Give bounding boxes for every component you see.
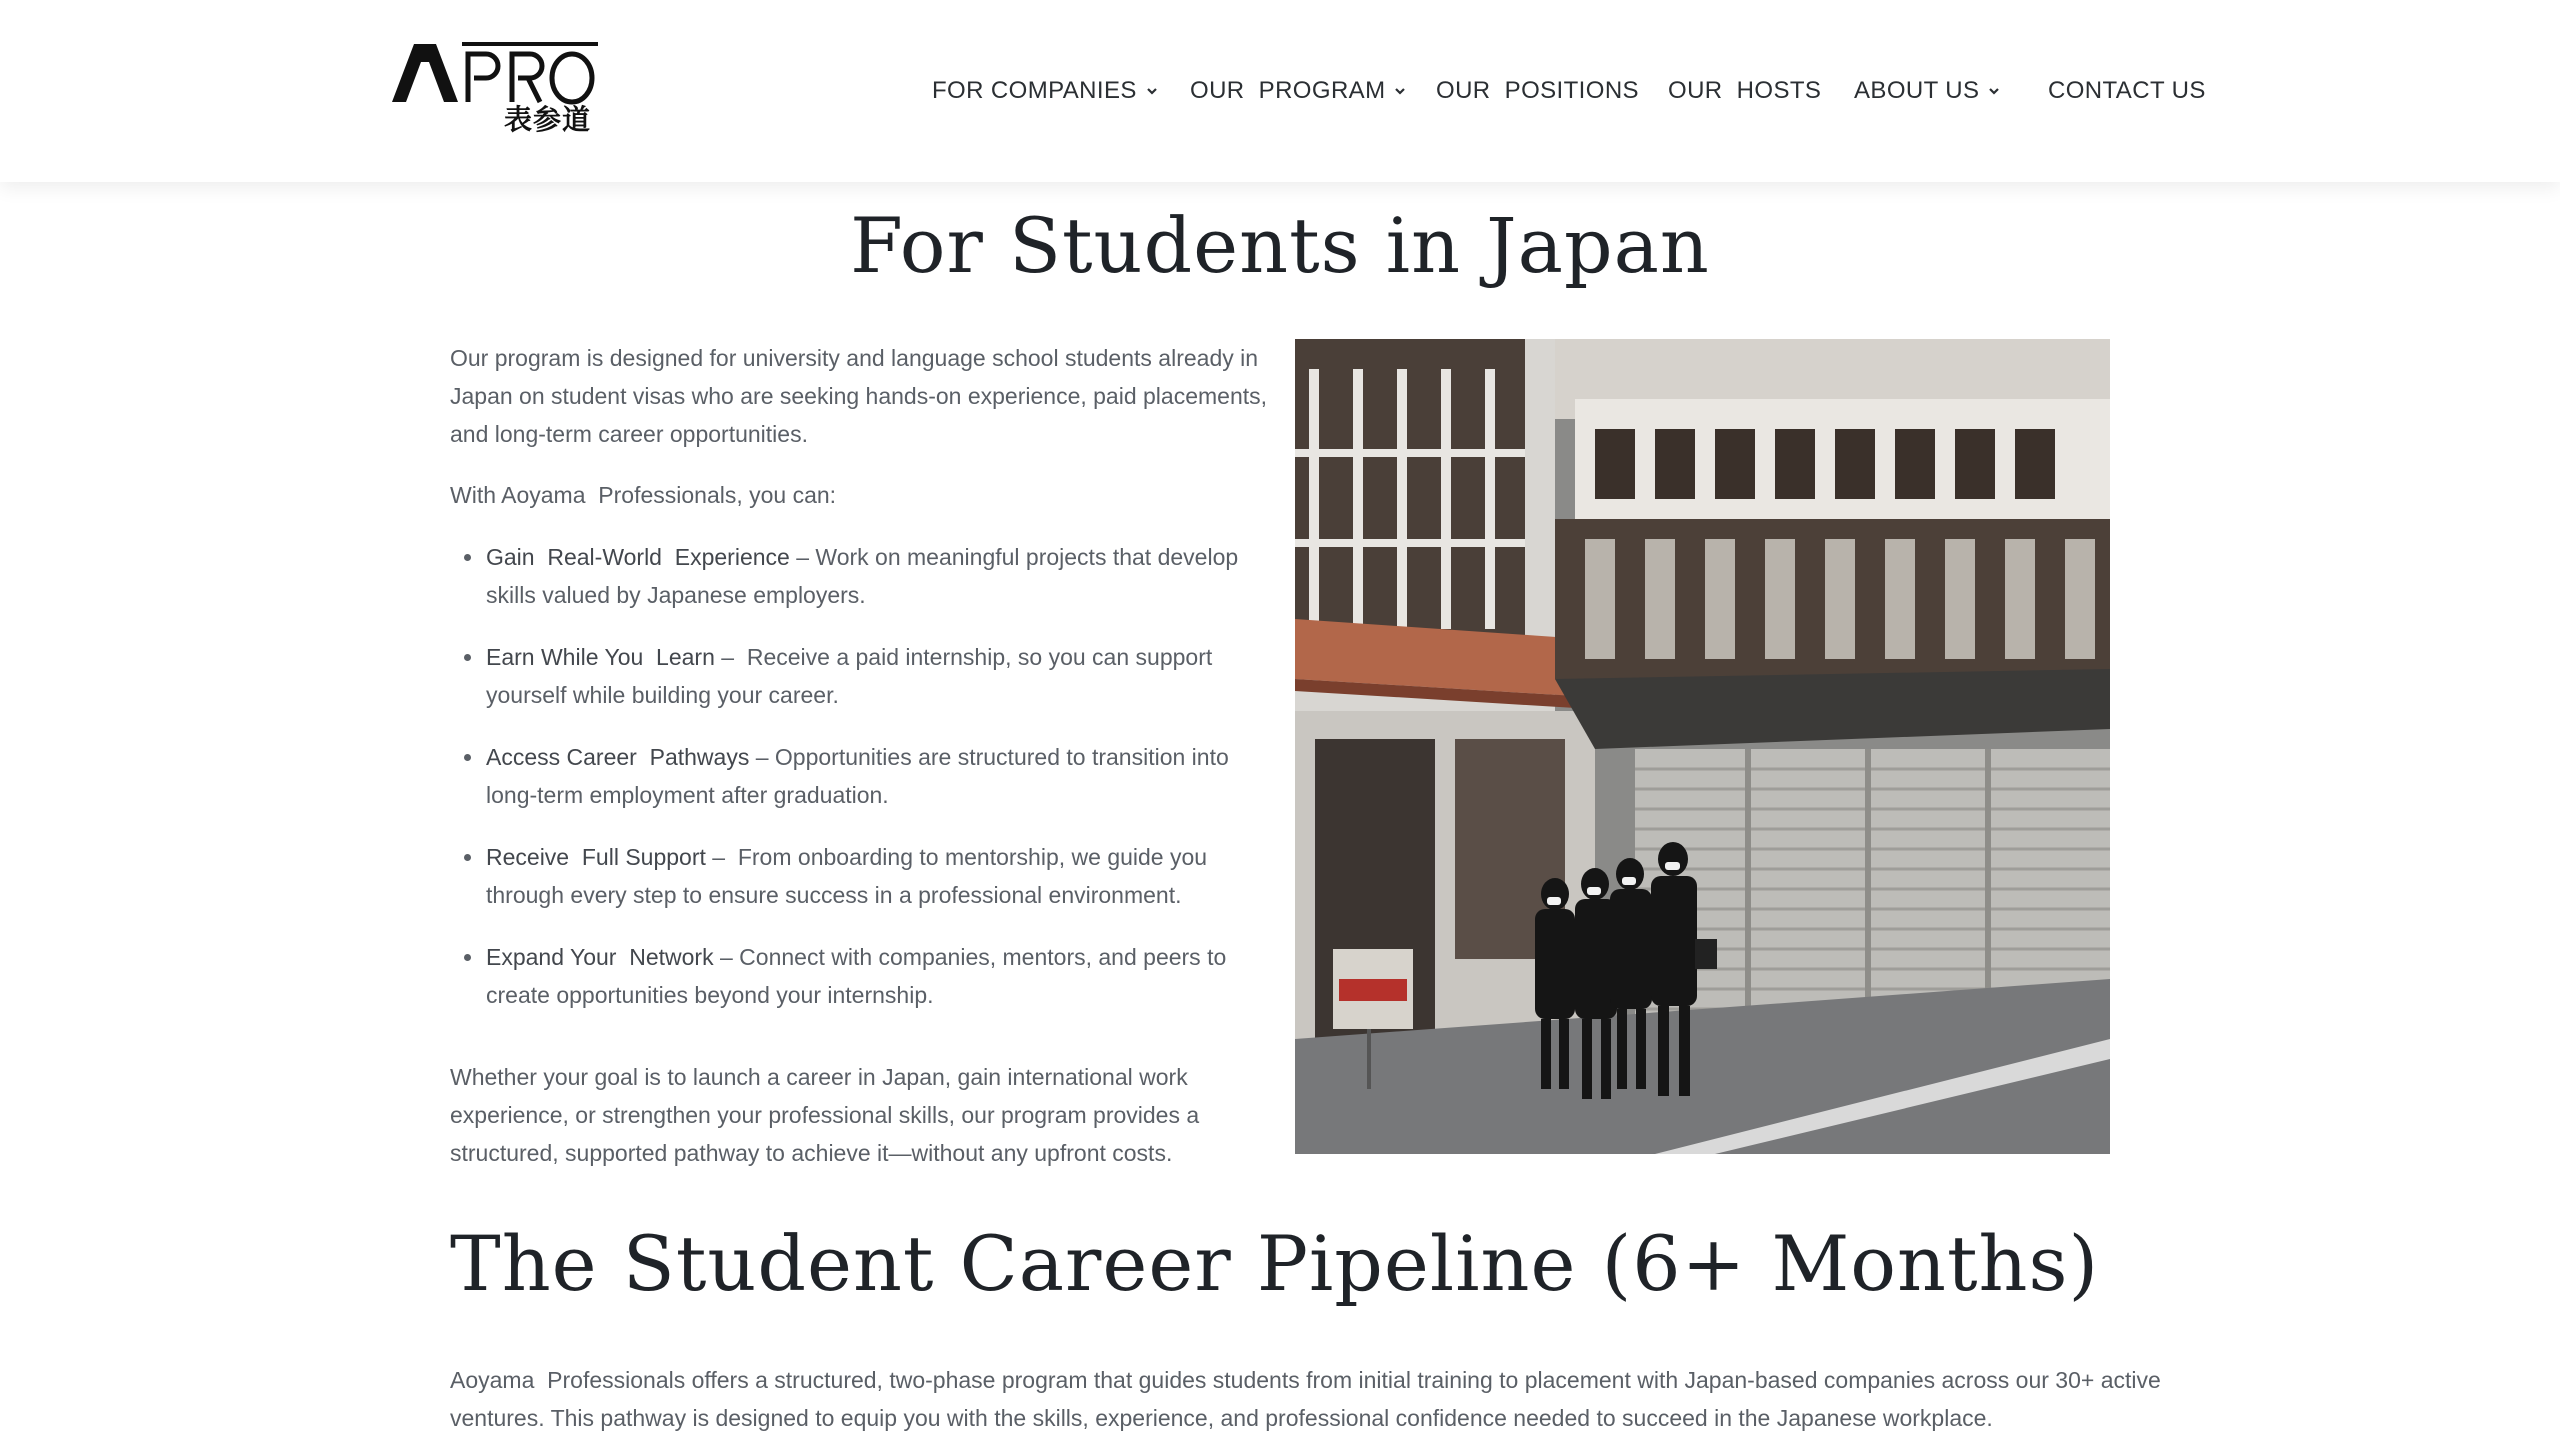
benefit-text: – Receive a paid internship, so you can support yourself while building your career. [486,644,1219,708]
benefit-title: Earn While You Learn [486,644,715,670]
list-item [450,538,1270,614]
benefit-text: – Work on meaningful projects that develop skills valued by Japanese employers. [486,544,1239,608]
page-title: For Students in Japan [850,201,1710,290]
pipeline-paragraph: Aoyama Professionals offers a structured, two-phase program that guides students from initial training to placement with Japan-based companies across our 30+ active ventures. This pathway is designed to equip you with the skills, experience, and professional confidence needed to succeed in the Japanese workplace. [450,1367,2168,1431]
lead-paragraph: With Aoyama Professionals, you can: [450,482,837,508]
nav-contact-us[interactable] [2048,74,2206,108]
chevron-down-icon [1145,84,1159,98]
nav-label: CONTACT US [2048,77,2206,104]
benefit-text: – Connect with companies, mentors, and peers to create opportunities beyond your internship. [486,944,1227,1008]
nav-label: OUR HOSTS [1668,77,1822,104]
main-nav [0,0,2560,182]
list-item [450,838,1270,914]
nav-our-hosts[interactable] [1668,74,1821,108]
nav-label: OUR POSITIONS [1436,77,1639,104]
benefit-title: Gain Real-World Experience [486,544,790,570]
street-photo-illustration [1295,339,2110,1154]
list-item [450,638,1270,714]
benefit-title: Receive Full Support [486,844,706,870]
nav-our-program[interactable] [1190,74,1407,108]
logo-kanji: 表参道 [504,103,592,136]
nav-about-us[interactable] [1854,74,2001,108]
chevron-down-icon [1987,84,2001,98]
benefit-title: Expand Your Network [486,944,714,970]
benefit-text: – From onboarding to mentorship, we guide you through every step to ensure success in a professional environment. [486,844,1214,908]
nav-label: ABOUT US [1854,77,1980,104]
nav-for-companies[interactable] [932,74,1159,108]
benefits-list [450,538,1270,1038]
site-header [0,0,2560,182]
chevron-down-icon [1393,84,1407,98]
benefit-text: – Opportunities are structured to transition into long-term employment after graduation. [486,744,1229,808]
nav-label: FOR COMPANIES [932,77,1137,104]
intro-paragraph: Our program is designed for university and language school students already in Japan on student visas who are seeking hands-on experience, paid placements, and long-term career opportunities. [450,345,1268,447]
closing-paragraph: Whether your goal is to launch a career in Japan, gain international work experience, or strengthen your professional skills, our program provides a structured, supported pathway to achieve it—without any upfront costs. [450,1064,1200,1166]
list-item [450,938,1270,1014]
students-street-photo [1295,339,2110,1154]
nav-label: OUR PROGRAM [1190,77,1386,104]
section-title-pipeline: The Student Career Pipeline (6+ Months) [450,1219,2100,1308]
benefit-title: Access Career Pathways [486,744,750,770]
list-item [450,738,1270,814]
nav-our-positions[interactable] [1436,74,1639,108]
